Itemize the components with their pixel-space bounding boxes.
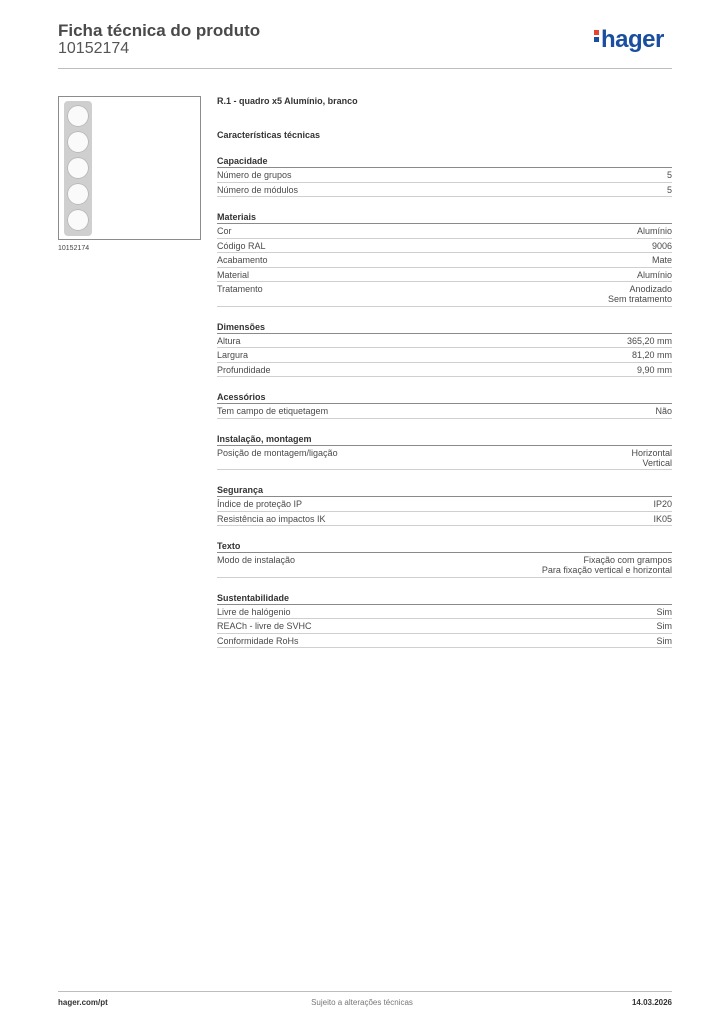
spec-value — [655, 406, 672, 416]
spec-value — [631, 448, 672, 468]
section-title: Texto — [217, 540, 672, 553]
spec-row — [217, 253, 672, 268]
frame-hole-icon — [67, 157, 89, 179]
spec-value-line: Horizontal — [631, 447, 672, 458]
section-title: Segurança — [217, 484, 672, 497]
spec-value-line: Sim — [656, 635, 672, 646]
spec-value-line: IK05 — [653, 513, 672, 524]
spec-value — [542, 555, 672, 575]
spec-value — [653, 514, 672, 524]
spec-label: REACh - livre de SVHC — [217, 621, 312, 631]
spec-row — [217, 224, 672, 239]
spec-section — [217, 391, 672, 419]
spec-section — [217, 540, 672, 578]
spec-row — [217, 348, 672, 363]
spec-row — [217, 168, 672, 183]
spec-label: Largura — [217, 350, 249, 360]
frame-hole-icon — [67, 105, 89, 127]
spec-row — [217, 282, 672, 307]
spec-row — [217, 334, 672, 349]
spec-value-line: IP20 — [653, 499, 672, 509]
spec-row — [217, 497, 672, 512]
spec-value-line: 5 — [666, 184, 672, 195]
logo-dots-icon — [594, 28, 600, 44]
spec-value-line: Não — [655, 406, 672, 416]
spec-label: Modo de instalação — [217, 555, 296, 565]
spec-row — [217, 605, 672, 620]
spec-label: Código RAL — [217, 240, 266, 251]
frame-x5-image-icon — [64, 101, 92, 236]
spec-value — [608, 284, 672, 304]
logo-text: hager — [601, 26, 664, 53]
spec-value-line: Sim — [656, 606, 672, 617]
footer-date: 14.03.2026 — [631, 998, 672, 1007]
hager-logo — [594, 28, 664, 52]
section-title: Sustentabilidade — [217, 592, 672, 605]
spec-row — [217, 404, 672, 419]
frame-hole-icon — [67, 183, 89, 205]
spec-value — [632, 350, 672, 360]
spec-label: Tem campo de etiquetagem — [217, 406, 329, 416]
footer-divider — [58, 991, 672, 992]
spec-value — [657, 607, 673, 617]
spec-label: Posição de montagem/ligação — [217, 447, 338, 458]
section-title: Dimensões — [217, 321, 672, 334]
spec-label: Livre de halógenio — [217, 606, 291, 617]
spec-row — [217, 183, 672, 198]
spec-value-line: 365,20 mm — [626, 335, 672, 346]
spec-value — [667, 170, 672, 180]
spec-section — [217, 433, 672, 471]
section-title: Capacidade — [217, 155, 672, 168]
spec-label: Tratamento — [217, 284, 263, 294]
spec-value — [637, 365, 672, 375]
spec-label: Número de módulos — [217, 184, 299, 195]
spec-value-line: 9006 — [651, 240, 672, 251]
footer-note: Sujeito a alterações técnicas — [311, 998, 413, 1007]
spec-row — [217, 363, 672, 378]
section-title: Acessórios — [217, 391, 672, 404]
product-image-caption: 10152174 — [58, 245, 90, 252]
frame-hole-icon — [67, 131, 89, 153]
spec-value — [653, 499, 672, 509]
footer-url[interactable]: hager.com/pt — [58, 998, 108, 1007]
spec-label: Resistência ao impactos IK — [217, 513, 326, 524]
spec-label: Profundidade — [217, 364, 271, 375]
spec-value-line: 5 — [666, 170, 672, 180]
spec-label: Material — [217, 269, 250, 280]
spec-row — [217, 619, 672, 634]
product-image — [58, 96, 201, 240]
spec-section — [217, 484, 672, 526]
frame-hole-icon — [67, 209, 89, 231]
spec-value-line: Alumínio — [636, 226, 672, 236]
spec-value — [657, 636, 673, 646]
header-divider — [58, 68, 672, 69]
spec-label: Número de grupos — [217, 170, 292, 180]
spec-value — [637, 226, 672, 236]
spec-content — [217, 96, 672, 648]
spec-value-line: 9,90 mm — [636, 364, 672, 375]
spec-value — [627, 336, 672, 346]
spec-section — [217, 321, 672, 378]
product-name: R.1 - quadro x5 Alumínio, branco — [217, 96, 358, 106]
product-code: 10152174 — [58, 40, 130, 57]
spec-value — [657, 621, 673, 631]
spec-label: Altura — [217, 335, 241, 346]
spec-value-line: Mate — [651, 255, 672, 265]
spec-row — [217, 634, 672, 649]
spec-section — [217, 211, 672, 307]
spec-sections — [217, 155, 672, 648]
spec-row — [217, 446, 672, 471]
spec-value-line: Vertical — [642, 457, 672, 468]
spec-label: Conformidade RoHs — [217, 635, 299, 646]
section-title: Instalação, montagem — [217, 433, 672, 446]
spec-value-line: 81,20 mm — [631, 350, 672, 360]
spec-value — [652, 241, 672, 251]
spec-value-line: Sem tratamento — [607, 294, 672, 304]
spec-label: Acabamento — [217, 255, 268, 265]
spec-value-line: Fixação com grampos — [583, 555, 672, 565]
section-title: Materiais — [217, 211, 672, 224]
spec-value-line: Sim — [656, 621, 672, 631]
spec-label: Índice de proteção IP — [217, 499, 303, 509]
spec-row — [217, 239, 672, 254]
spec-value-line: Para fixação vertical e horizontal — [541, 565, 672, 575]
spec-row — [217, 512, 672, 527]
spec-label: Cor — [217, 226, 232, 236]
tech-heading: Características técnicas — [217, 130, 321, 140]
spec-value-line: Alumínio — [636, 269, 672, 280]
spec-row — [217, 553, 672, 578]
spec-value — [637, 270, 672, 280]
spec-value — [652, 255, 672, 265]
spec-section — [217, 592, 672, 649]
page-title: Ficha técnica do produto — [58, 21, 261, 40]
spec-value — [667, 185, 672, 195]
spec-section — [217, 155, 672, 197]
spec-value-line: Anodizado — [629, 284, 672, 294]
spec-row — [217, 268, 672, 283]
